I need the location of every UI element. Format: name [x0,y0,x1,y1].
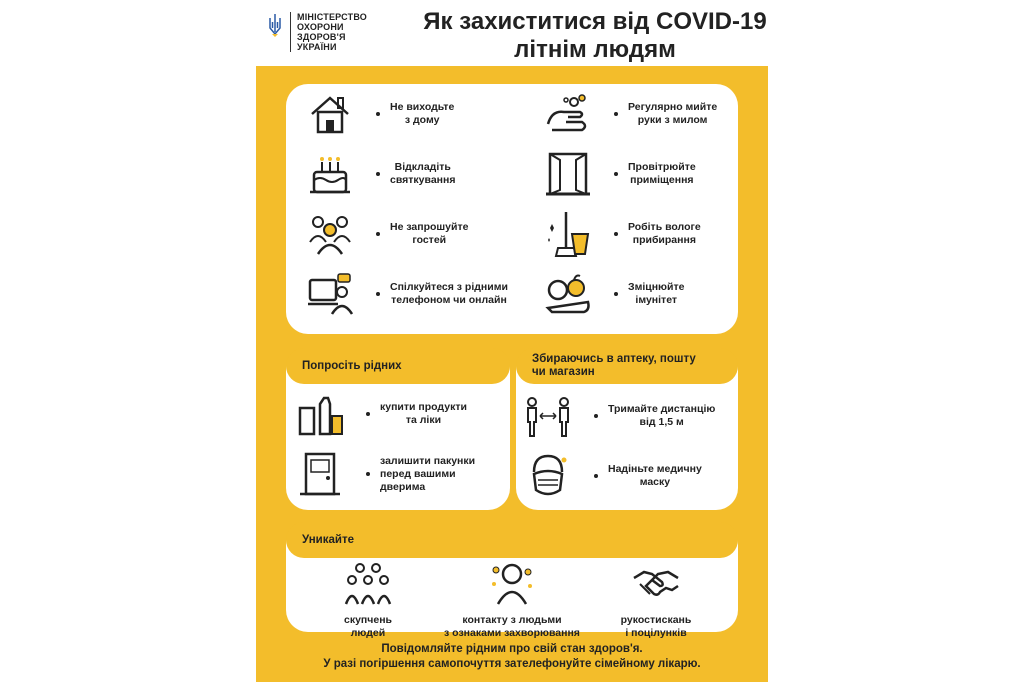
tips-card [286,84,738,334]
footer-note [256,642,768,672]
guests-icon [306,210,354,258]
ask-label: купити продукти та ліки [380,401,467,426]
avoid-heading: Уникайте [286,522,738,558]
handshake-icon [632,560,680,608]
go-label: Тримайте дистанцію від 1,5 м [608,403,716,428]
birthday-cake-icon [306,150,354,198]
avoid-card [286,522,738,639]
tip-stay-home [306,90,454,138]
ministry-line: УКРАЇНИ [297,42,337,52]
footer-line-1: Повідомляйте рідним про свій стан здоров'я. [381,643,643,655]
bullet [376,172,380,176]
tip-label: Не виходьте з дому [390,101,455,126]
trident-icon [268,12,282,38]
ministry-line: ЗДОРОВ'Я [297,32,346,42]
ministry-logo [268,12,367,52]
bullet [376,292,380,296]
bullet [614,112,618,116]
video-call-icon [306,270,354,318]
tip-label: Не запрошуйте гостей [390,221,469,246]
ask-label: залишити пакунки перед вашими дверима [380,454,476,493]
footer-line-2: У разі погіршення самопочуття зателефонуйте сімейному лікарю. [323,658,701,670]
sick-person-icon [488,560,536,608]
tip-label: Робіть вологе прибирання [628,221,701,246]
tip-label: Регулярно мийте руки з милом [628,101,718,126]
bullet [366,412,370,416]
avoid-label: скупчень людей [343,614,392,639]
bullet [614,232,618,236]
ask-relatives-heading: Попросіть рідних [286,348,510,384]
bullet [614,292,618,296]
ask-buy-groceries [296,390,467,438]
bullet [614,172,618,176]
bullet [376,112,380,116]
mop-bucket-icon [544,210,592,258]
tip-label: Зміцнюйте імунітет [628,281,685,306]
bullet [594,414,598,418]
tip-label: Відкладіть святкування [390,161,456,186]
go-keep-distance [524,392,715,440]
tip-ventilate [544,150,696,198]
tip-communicate-remotely [306,270,508,318]
groceries-icon [296,390,344,438]
open-window-icon [544,150,592,198]
bullet [594,474,598,478]
tip-boost-immunity [544,270,684,318]
tip-label: Провітрюйте приміщення [628,161,696,186]
ministry-line: ОХОРОНИ [297,22,344,32]
poster-body [256,66,768,682]
house-icon [306,90,354,138]
door-icon [296,450,344,498]
tip-wet-cleaning [544,210,701,258]
ministry-line: МІНІСТЕРСТВО [297,12,368,22]
avoid-label: контакту з людьми з ознаками захворювання [444,614,580,639]
tip-postpone-celebrations [306,150,456,198]
crowd-icon [344,560,392,608]
avoid-sick-contact [442,560,582,640]
go-label: Надіньте медичну маску [608,463,702,488]
going-out-card [516,348,738,510]
hand-washing-icon [544,90,592,138]
ministry-name [290,12,367,52]
poster-title [360,8,830,64]
tip-wash-hands [544,90,717,138]
distance-icon [524,392,572,440]
ask-relatives-card [286,348,510,510]
face-mask-icon [524,452,572,500]
avoid-label: рукостискань і поцілунків [620,614,692,639]
vegetables-icon [544,270,592,318]
title-line-2: літнім людям [514,36,676,63]
ask-leave-packages [296,450,475,498]
go-wear-mask [524,452,702,500]
bullet [366,472,370,476]
avoid-crowds [298,560,438,640]
tip-no-guests [306,210,468,258]
bullet [376,232,380,236]
avoid-handshakes [586,560,726,640]
title-line-1: Як захиститися від COVID-19 [423,8,767,35]
going-out-heading: Збираючись в аптеку, пошту чи магазин [516,348,738,384]
tip-label: Спілкуйтеся з рідними телефоном чи онлайн [390,281,508,306]
